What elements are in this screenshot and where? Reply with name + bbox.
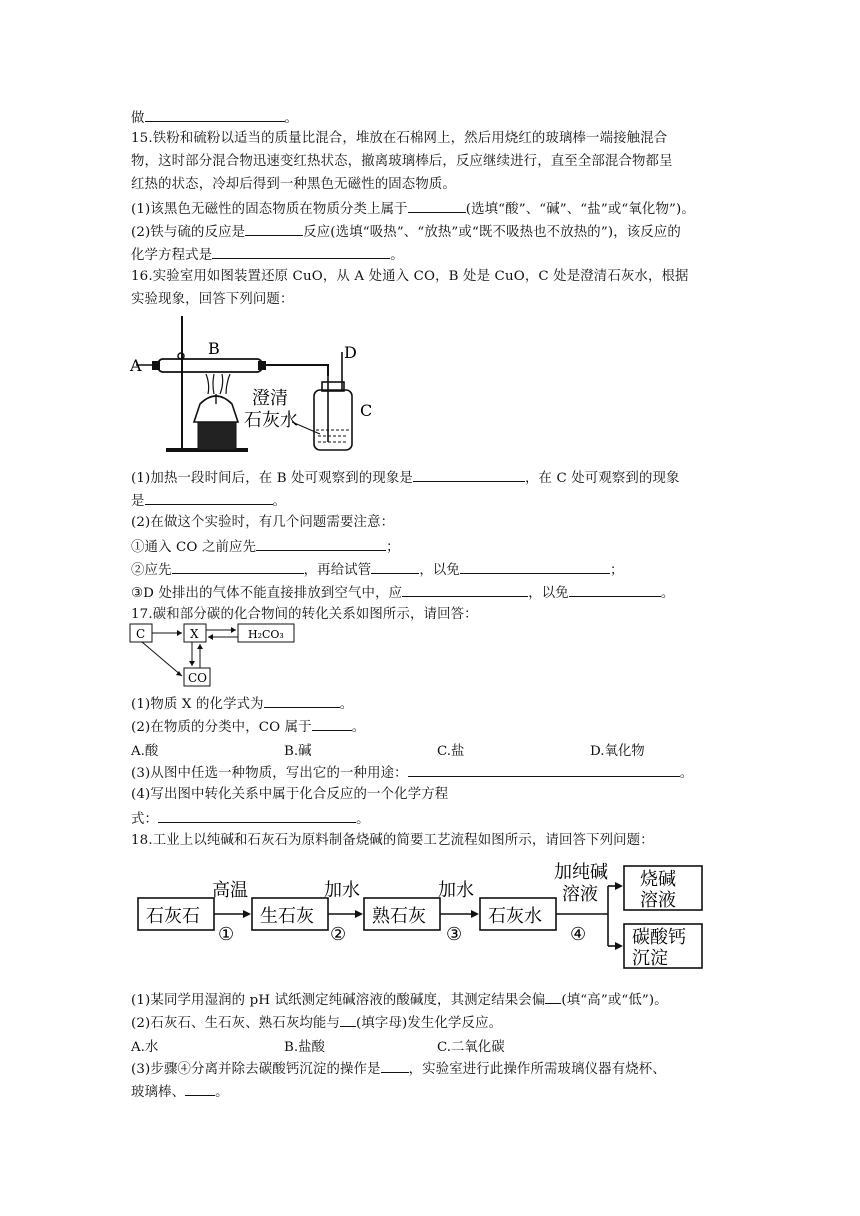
text: (3)步骤④分离并除去碳酸钙沉淀的操作是: [131, 1062, 381, 1077]
text: ，实验室进行此操作所需玻璃仪器有烧杯、: [408, 1062, 666, 1077]
carbon-conversion-figure: [128, 620, 308, 692]
arrow-label-add-water: 加水: [324, 880, 360, 901]
arrow-label-solution: 溶液: [562, 884, 598, 905]
question-15-line: 红热的状态，冷却后得到一种黑色无磁性的固态物质。: [131, 177, 456, 192]
answer-blank[interactable]: [264, 694, 340, 708]
question-17-line: [131, 694, 353, 714]
answer-blank[interactable]: [408, 763, 680, 777]
text: 。: [284, 111, 299, 126]
text: 做: [131, 111, 145, 126]
answer-blank[interactable]: [569, 583, 661, 597]
answer-blank[interactable]: [172, 560, 304, 574]
question-15-line: 物，这时部分混合物迅速变红热状态，撤离玻璃棒后，反应继续进行，直至全部混合物都呈: [131, 154, 673, 169]
answer-blank[interactable]: [460, 560, 610, 574]
answer-blank[interactable]: [402, 583, 528, 597]
text: (2)石灰石、生石灰、熟石灰均能与: [131, 1016, 340, 1031]
answer-blank[interactable]: [158, 809, 356, 823]
text: 。: [339, 697, 354, 712]
question-17-line: [131, 763, 693, 783]
output-caco3-2: 沉淀: [632, 948, 668, 969]
answer-blank[interactable]: [371, 560, 419, 574]
text: (1)物质 X 的化学式为: [131, 697, 264, 712]
question-16-line: [131, 468, 680, 488]
question-18-line: [131, 990, 668, 1010]
text: ，再给试管: [303, 563, 372, 578]
text: ③D 处排出的气体不能直接排放到空气中，应: [131, 586, 403, 601]
node-co: CO: [188, 671, 208, 685]
question-16-line: 16.实验室用如图装置还原 CuO，从 A 处通入 CO，B 处是 CuO，C 处是澄清石灰水，根据: [131, 269, 689, 284]
question-16-line: [131, 537, 400, 557]
label-b: B: [208, 339, 220, 358]
box-quicklime: 生石灰: [260, 906, 314, 927]
process-flow-figure: [130, 860, 710, 976]
label-d: D: [344, 343, 357, 362]
text: ；: [386, 540, 400, 555]
label-a: A: [130, 356, 142, 375]
answer-blank[interactable]: [340, 1013, 356, 1027]
text: 式：: [131, 812, 159, 827]
question-17-line: 17.碳和部分碳的化合物间的转化关系如图所示，请回答：: [131, 607, 478, 622]
text: 反应(选填“吸热”、“放热”或“既不吸热也不放热的”)，该反应的: [303, 225, 681, 240]
option-d[interactable]: D.氧化物: [590, 744, 645, 759]
node-x: X: [190, 627, 199, 641]
question-16-line: [131, 583, 674, 603]
text: ，以免: [419, 563, 460, 578]
text: (1)加热一段时间后，在 B 处可观察到的现象是: [131, 471, 413, 486]
option-c[interactable]: C.二氧化碳: [437, 1040, 505, 1055]
question-18-line: [131, 1013, 502, 1033]
text: 。: [215, 1085, 229, 1100]
text: 。: [660, 586, 675, 601]
lime-water-label-1: 澄清: [252, 388, 288, 409]
step-3: ③: [446, 924, 463, 945]
arrow-label-soda: 加纯碱: [554, 862, 608, 883]
question-18-line: [131, 1082, 229, 1102]
question-15-line: [131, 222, 681, 242]
text: ①通入 CO 之前应先: [131, 540, 257, 555]
question-16-line: 实验现象，回答下列问题：: [131, 292, 294, 307]
text: 是: [131, 494, 145, 509]
question-15-line: 15.铁粉和硫粉以适当的质量比混合，堆放在石棉网上，然后用烧红的玻璃棒一端接触混合: [131, 131, 668, 146]
box-limestone: 石灰石: [146, 906, 200, 927]
box-slaked-lime: 熟石灰: [372, 906, 426, 927]
box-lime-water: 石灰水: [488, 906, 542, 927]
question-16-line: [131, 560, 624, 580]
answer-blank[interactable]: [145, 108, 285, 122]
text: (2)在物质的分类中，CO 属于: [131, 720, 312, 735]
step-1: ①: [218, 924, 235, 945]
question-15-line: [131, 245, 404, 265]
text: (选填“酸”、“碱”、“盐”或“氧化物”)。: [465, 202, 695, 217]
text: 。: [272, 494, 287, 509]
text: (3)从图中任选一种物质，写出它的一种用途：: [131, 766, 408, 781]
text: (1)某同学用湿润的 pH 试纸测定纯碱溶液的酸碱度，其测定结果会偏: [131, 993, 546, 1008]
output-caco3-1: 碳酸钙: [632, 927, 686, 948]
apparatus-figure: [128, 312, 388, 458]
question-18-line: 18.工业上以纯碱和石灰石为原料制备烧碱的简要工艺流程如图所示，请回答下列问题：: [131, 833, 654, 848]
option-a[interactable]: A.酸: [131, 744, 159, 759]
question-17-line: (4)写出图中转化关系中属于化合反应的一个化学方程: [131, 787, 449, 802]
question-15-line: [131, 199, 695, 219]
text: (1)该黑色无磁性的固态物质在物质分类上属于: [131, 202, 408, 217]
text: 化学方程式是: [131, 248, 213, 263]
text: ；: [609, 563, 624, 578]
arrow-label-add-water-2: 加水: [438, 880, 474, 901]
question-17-line: [131, 809, 370, 829]
text: 。: [356, 812, 370, 827]
question-17-line: [131, 717, 365, 737]
answer-blank[interactable]: [212, 245, 390, 259]
answer-blank[interactable]: [545, 990, 561, 1004]
text: 。: [390, 248, 404, 263]
option-a[interactable]: A.水: [131, 1040, 159, 1055]
text: (2)铁与硫的反应是: [131, 225, 246, 240]
answer-blank[interactable]: [413, 468, 525, 482]
output-caustic-soda-2: 溶液: [640, 890, 676, 911]
step-4: ④: [570, 924, 587, 945]
node-h2co3: H₂CO₃: [248, 628, 284, 641]
answer-blank[interactable]: [381, 1059, 409, 1073]
question-18-line: [131, 1059, 666, 1079]
text: 玻璃棒、: [131, 1085, 186, 1100]
text-line: [131, 108, 298, 128]
text: ，以免: [528, 586, 569, 601]
answer-blank[interactable]: [185, 1082, 215, 1096]
text: ，在 C 处可观察到的现象: [524, 471, 680, 486]
answer-blank[interactable]: [408, 199, 466, 213]
text: 。: [351, 720, 366, 735]
lime-water-label-2: 石灰水: [244, 410, 298, 431]
question-16-line: [131, 491, 286, 511]
option-b[interactable]: B.盐酸: [284, 1040, 325, 1055]
option-b[interactable]: B.碱: [284, 744, 312, 759]
text: (填“高”或“低”)。: [561, 993, 668, 1008]
answer-blank[interactable]: [245, 222, 303, 236]
question-16-line: (2)在做这个实验时，有几个问题需要注意：: [131, 515, 395, 530]
step-2: ②: [330, 924, 347, 945]
arrow-label-high-temp: 高温: [212, 880, 248, 901]
node-c: C: [136, 627, 146, 641]
label-c: C: [360, 401, 373, 420]
option-c[interactable]: C.盐: [437, 744, 465, 759]
text: ②应先: [131, 563, 172, 578]
answer-blank[interactable]: [145, 491, 273, 505]
text: 。: [679, 766, 694, 781]
answer-blank[interactable]: [312, 717, 352, 731]
output-caustic-soda-1: 烧碱: [640, 869, 676, 890]
answer-blank[interactable]: [256, 537, 386, 551]
text: (填字母)发生化学反应。: [356, 1016, 503, 1031]
